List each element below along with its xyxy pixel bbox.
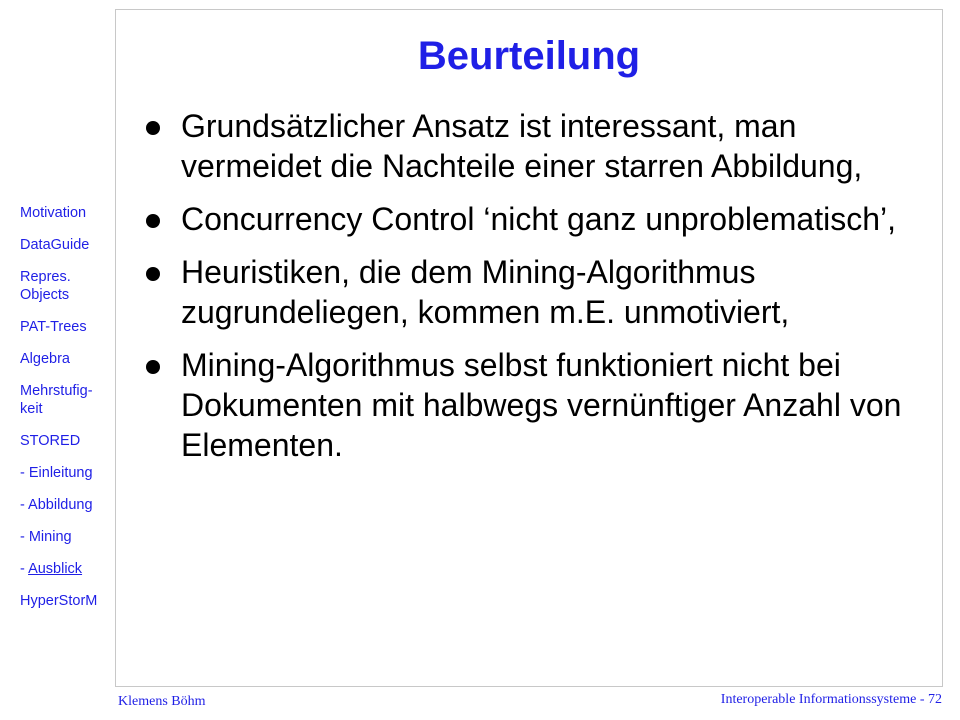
nav-link-prefix: - — [20, 561, 29, 577]
bullet-item — [146, 199, 936, 239]
bullet-dot-icon — [146, 360, 160, 374]
nav-link-repres-objects[interactable]: Repres. Objects — [20, 269, 71, 303]
nav-link-einleitung[interactable]: - Einleitung — [20, 465, 93, 481]
nav-link-abbildung[interactable]: - Abbildung — [20, 497, 93, 513]
nav-link-dataguide[interactable]: DataGuide — [20, 237, 90, 253]
nav-link-algebra[interactable]: Algebra — [20, 351, 70, 367]
sidebar-nav — [20, 204, 120, 624]
slide-title: Beurteilung — [417, 34, 641, 78]
footer-course-page: Interoperable Informationssysteme - 72 — [720, 692, 942, 707]
nav-link-label: Ausblick — [28, 561, 83, 577]
nav-link-motivation[interactable]: Motivation — [20, 205, 87, 221]
bullet-dot-icon — [146, 214, 160, 228]
footer-author: Klemens Böhm — [118, 694, 206, 709]
bullet-text: Heuristiken, die dem Mining-Algorithmus zugrundeliegen, kommen m.E. unmotiviert, — [181, 254, 790, 330]
bullet-text: Concurrency Control ‘nicht ganz unproblematisch’, — [181, 201, 897, 237]
nav-link-mining[interactable]: - Mining — [20, 529, 72, 545]
nav-link-hyperstorm[interactable]: HyperStorM — [20, 593, 98, 609]
nav-link-mehrstufigkeit[interactable]: Mehrstufig- keit — [20, 383, 93, 417]
nav-link-stored[interactable]: STORED — [20, 433, 81, 449]
bullet-dot-icon — [146, 121, 160, 135]
nav-link-ausblick[interactable] — [20, 560, 120, 578]
nav-link-pat-trees[interactable]: PAT-Trees — [20, 319, 87, 335]
bullet-text: Grundsätzlicher Ansatz ist interessant, man vermeidet die Nachteile einer starren Abbildung, — [181, 108, 863, 184]
bullet-item — [146, 106, 936, 186]
bullet-list — [146, 106, 936, 478]
bullet-item — [146, 345, 936, 465]
bullet-dot-icon — [146, 267, 160, 281]
bullet-text: Mining-Algorithmus selbst funktioniert nicht bei Dokumenten mit halbwegs vernünftiger Anzahl von Elementen. — [181, 347, 902, 463]
bullet-item — [146, 252, 936, 332]
